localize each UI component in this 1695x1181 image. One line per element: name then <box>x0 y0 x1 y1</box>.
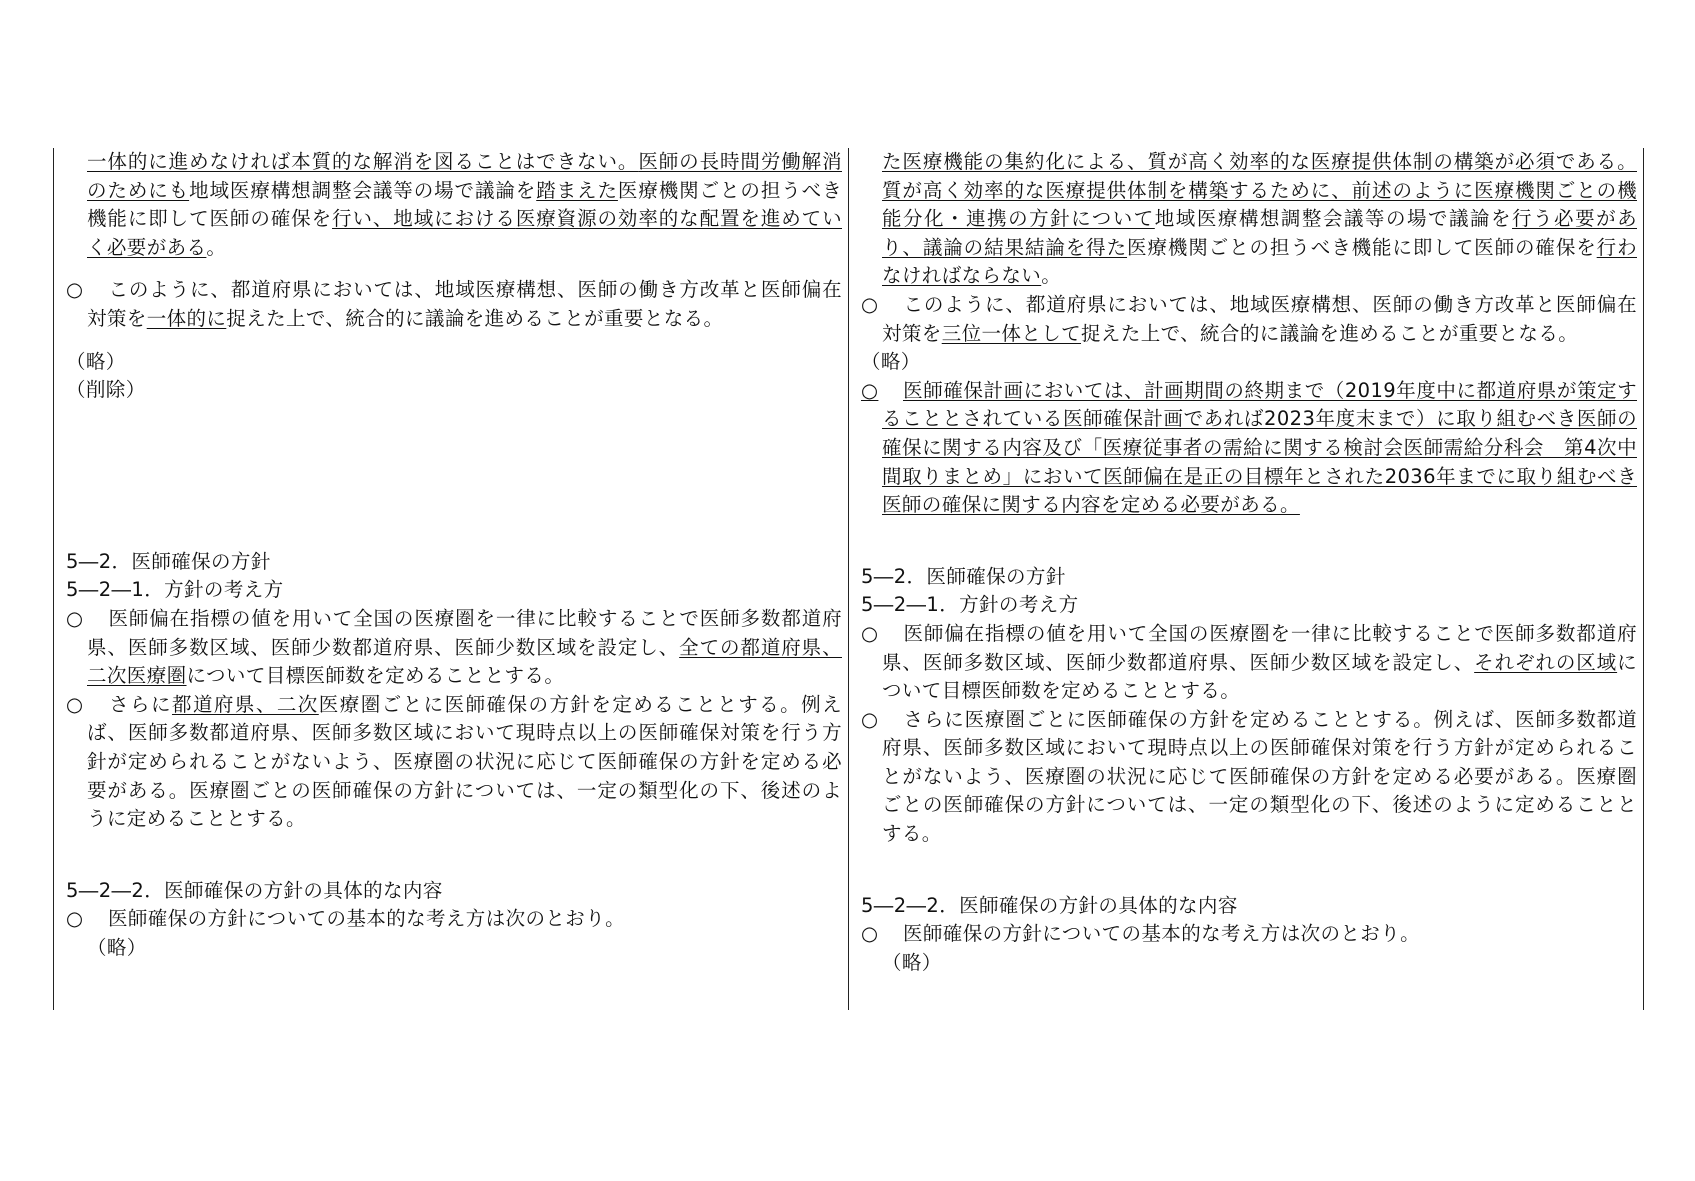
right-indicator-text <box>882 622 1637 702</box>
left-top-paragraph <box>66 148 842 262</box>
bullet-mark: ○ <box>861 292 879 316</box>
text-run: について目標医師数を定めることとする。 <box>882 650 1637 703</box>
right-omitted-note-2: （略） <box>882 950 942 974</box>
left-deleted-note: （削除） <box>66 378 146 402</box>
left-omitted-note-2: （略） <box>87 935 147 959</box>
text-run: 地域医療構想調整会議等の場で議論を <box>1154 207 1513 231</box>
left-integration-paragraph <box>66 276 842 333</box>
right-policy-text: さらに医療圏ごとに医師確保の方針を定めることとする。例えば、医師多数都道府県、医師多数区域において現時点以上の医師確保対策を行う方針が定められることがないよう、医療圏の状況に応じて医師確保の方針を定める必要がある。医療圏ごとの医師確保の方針については、一定の類型化の下、後述のように定めることとする。 <box>882 707 1637 846</box>
underlined-text-run: た医療機能の集約化による、質が高く効率的な医療提供体制の構築が必須である。質が高く効率的な医療提供体制を構築するために、前述のように医療機関ごとの機能分化・連携の方針について <box>882 150 1637 231</box>
right-integration-text <box>882 293 1637 345</box>
underlined-text-run: 三位一体として <box>941 321 1082 345</box>
bullet-mark: ○ <box>861 378 879 402</box>
bullet-mark: ○ <box>66 278 84 302</box>
left-basic-paragraph <box>66 905 842 934</box>
right-plan-paragraph <box>861 377 1637 520</box>
underlined-text-run: 一体的に進めなければ本質的な解消を図ることはできない。 <box>87 150 639 173</box>
text-run: 。 <box>206 235 227 259</box>
underlined-text-run: 行う必要があり、議論の結果結論を得た <box>882 207 1637 259</box>
text-run: 地域医療構想調整会議等の場で議論を <box>189 178 537 202</box>
text-run: 捉えた上で、統合的に議論を進めることが重要となる。 <box>226 306 724 330</box>
table-border-left <box>53 148 54 1010</box>
text-run: について目標医師数を定めることとする。 <box>186 664 565 688</box>
left-subsection-heading-1: 5―2―1．方針の考え方 <box>66 578 284 602</box>
text-run: このように、都道府県においては、地域医療構想、医師の働き方改革と医師偏在対策を <box>87 278 842 330</box>
left-omitted-note: （略） <box>66 349 126 373</box>
bullet-mark: ○ <box>66 606 84 630</box>
left-subsection-heading-2: 5―2―2．医師確保の方針の具体的な内容 <box>66 878 443 902</box>
right-column <box>861 148 1637 977</box>
right-basic-paragraph <box>861 920 1637 949</box>
left-policy-paragraph <box>66 691 842 834</box>
underlined-text-run: 行い、地域における <box>332 207 516 231</box>
left-indicator-text <box>87 607 842 687</box>
underlined-text-run: 一体的に <box>146 306 227 330</box>
underlined-text-run: 医師の長時間労働解消のためにも <box>87 150 842 202</box>
underlined-text-run: 都道府県、二次 <box>171 692 319 716</box>
right-section-heading: 5―2．医師確保の方針 <box>861 564 1066 588</box>
underlined-text-run: 行わなければならない <box>882 235 1637 288</box>
right-subsection-heading-1: 5―2―1．方針の考え方 <box>861 593 1079 617</box>
left-section-heading: 5―2．医師確保の方針 <box>66 549 271 573</box>
underlined-text-run: 踏まえた <box>536 178 618 202</box>
right-basic-text: 医師確保の方針についての基本的な考え方は次のとおり。 <box>903 922 1421 946</box>
right-subsection-heading-2: 5―2―2．医師確保の方針の具体的な内容 <box>861 893 1238 917</box>
table-border-right <box>1643 148 1644 1010</box>
table-border-middle <box>848 148 849 1010</box>
right-indicator-paragraph <box>861 620 1637 706</box>
right-policy-paragraph <box>861 706 1637 849</box>
bullet-mark: ○ <box>861 922 879 946</box>
right-top-paragraph <box>861 148 1637 291</box>
underlined-text-run: 全ての都道府県、二次医療圏 <box>87 635 842 688</box>
text-run: 捉えた上で、統合的に議論を進めることが重要となる。 <box>1081 321 1579 345</box>
text-run: 医療圏ごとに医師確保の方針を定めることとする。例えば、医師多数都道府県、医師多数区域において現時点以上の医師確保対策を行う方針が定められることがないよう、医療圏の状況に応じて医師確保の方針を定める必要がある。医療圏ごとの医師確保の方針については、一定の類型化の下、後述のように定めることとする。 <box>87 692 842 831</box>
bullet-mark: ○ <box>861 707 879 731</box>
text-run: 医師偏在指標の値を用いて全国の医療圏を一律に比較することで医師多数都道府県、医師多数区域、医師少数都道府県、医師少数区域を設定し、 <box>87 606 842 659</box>
left-policy-text <box>87 693 842 830</box>
bullet-mark: ○ <box>861 621 879 645</box>
bullet-mark: ○ <box>66 692 84 716</box>
left-indicator-paragraph <box>66 605 842 691</box>
left-basic-text: 医師確保の方針についての基本的な考え方は次のとおり。 <box>108 907 626 931</box>
text-run: 医療機関ごとの担うべき機能に即して医師の確保を <box>1127 235 1597 259</box>
text-run: 医療機関ごとの担うべき機能に即して医師の確保を <box>87 178 842 231</box>
right-integration-paragraph <box>861 291 1637 348</box>
underlined-text-run: それぞれの区域 <box>1474 650 1618 674</box>
underlined-text-run: 医療資源の効率的な配置を進めていく必要がある <box>87 207 842 259</box>
left-integration-text <box>87 278 842 330</box>
text-run: 医師偏在指標の値を用いて全国の医療圏を一律に比較することで医師多数都道府県、医師多数区域、医師少数都道府県、医師少数区域を設定し、 <box>882 621 1637 674</box>
right-plan-text: 医師確保計画においては、計画期間の終期まで（2019年度中に都道府県が策定することとされている医師確保計画であれば2023年度末まで）に取り組むべき医師の確保に関する内容及び「医療従事者の需給に関する検討会医師需給分科会 第4次中間取りまとめ」において医師偏在是正の目標年とされた2036年までに取り組むべき医師の確保に関する内容を定める必要がある。 <box>882 378 1637 517</box>
text-run: 。 <box>1041 264 1062 288</box>
bullet-mark: ○ <box>66 907 84 931</box>
left-column <box>66 148 842 962</box>
text-run: さらに <box>108 692 172 716</box>
text-run: このように、都道府県においては、地域医療構想、医師の働き方改革と医師偏在対策を <box>882 292 1637 345</box>
right-omitted-note: （略） <box>861 350 921 374</box>
